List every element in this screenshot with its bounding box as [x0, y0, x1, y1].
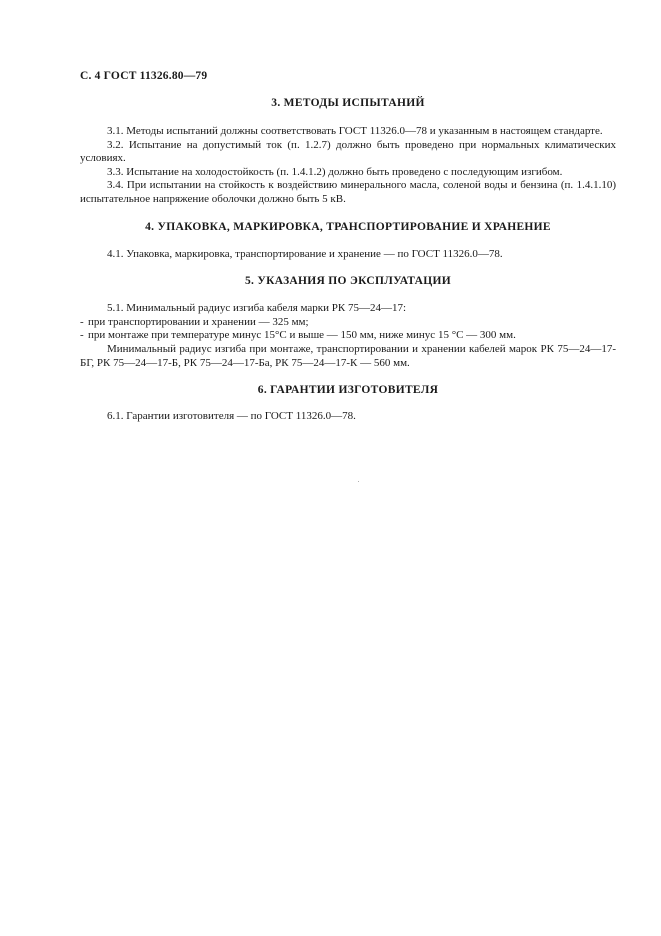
paragraph-3-3: 3.3. Испытание на холодостойкость (п. 1.4.1.2) должно быть проведено с последующим изгибом. [107, 165, 563, 178]
paragraph-6-1: 6.1. Гарантии изготовителя — по ГОСТ 11326.0—78. [107, 410, 356, 423]
page-header: С. 4 ГОСТ 11326.80—79 [80, 70, 208, 82]
section-4-title: 4. УПАКОВКА, МАРКИРОВКА, ТРАНСПОРТИРОВАНИЕ И ХРАНЕНИЕ [145, 220, 551, 233]
paragraph-3-2: 3.2. Испытание на допустимый ток (п. 1.2.7) должно быть проведено при нормальных климатических условиях. [80, 138, 616, 165]
document-body [80, 96, 616, 424]
list-item [80, 329, 616, 343]
dash-marker: - [80, 315, 84, 328]
section-3-title: 3. МЕТОДЫ ИСПЫТАНИЙ [271, 97, 425, 109]
paragraph-3-4: 3.4. При испытании на стойкость к воздействию минерального масла, соленой воды и бензина (п. 1.4.1.10) испытательное напряжение оболочки должно быть 5 кВ. [80, 179, 616, 205]
paragraph-3-1: 3.1. Методы испытаний должны соответствовать ГОСТ 11326.0—78 и указанным в настоящем стандарте. [107, 125, 603, 137]
paragraph-4-1: 4.1. Упаковка, маркировка, транспортирование и хранение — по ГОСТ 11326.0—78. [107, 247, 503, 260]
list-item-text: при монтаже при температуре минус 15°С и выше — 150 мм, ниже минус 15 °С — 300 мм. [88, 329, 516, 342]
list-item [80, 316, 616, 330]
list-item-text: при транспортировании и хранении — 325 мм; [88, 315, 309, 328]
section-5-title: 5. УКАЗАНИЯ ПО ЭКСПЛУАТАЦИИ [244, 275, 452, 288]
dash-marker: - [80, 329, 84, 342]
section-6-title: 6. ГАРАНТИИ ИЗГОТОВИТЕЛЯ [257, 384, 439, 397]
paragraph-5-1: 5.1. Минимальный радиус изгиба кабеля марки РК 75—24—17: [107, 302, 407, 315]
paragraph-5-2: Минимальный радиус изгиба при монтаже, транспортировании и хранении кабелей марок РК 75—24—17-БГ, РК 75—24—17-Б, РК 75—24—17-Ба, РК 75—24—17-К — 560 мм. [80, 342, 616, 369]
scan-speck [358, 481, 359, 482]
